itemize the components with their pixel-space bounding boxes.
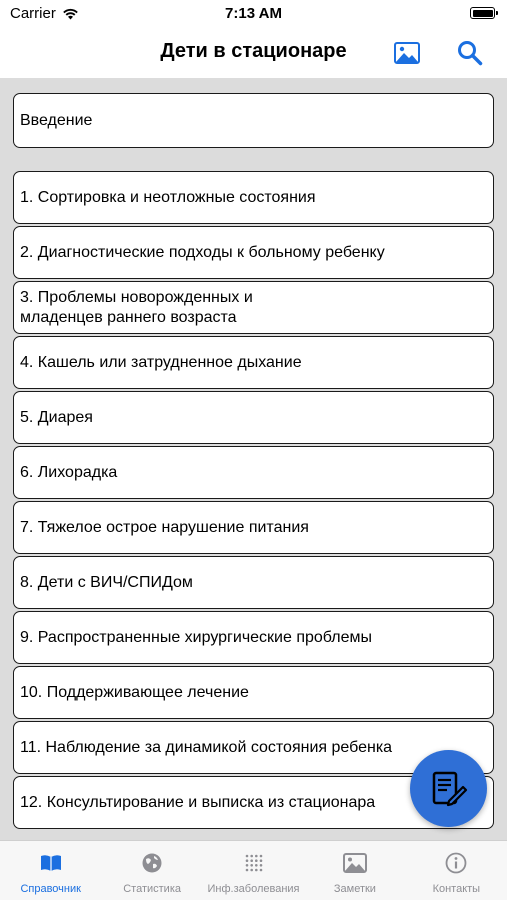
tab-label: Справочник — [20, 883, 81, 895]
list-item-chapter-10[interactable] — [13, 666, 494, 719]
list-item-label: 9. Распространенные хирургические проблемы — [20, 628, 372, 646]
tab-label: Контакты — [432, 883, 481, 895]
tab-bar — [0, 840, 507, 900]
globe-icon — [140, 851, 164, 875]
list-item-chapter-4[interactable] — [13, 336, 494, 389]
list-item-chapter-3[interactable] — [13, 281, 494, 334]
battery-icon — [470, 7, 495, 19]
tab-notes[interactable] — [304, 841, 405, 900]
status-bar — [0, 0, 507, 28]
tab-statistics[interactable] — [101, 841, 202, 900]
list-item-label: 5. Диарея — [20, 408, 93, 426]
list-item-chapter-6[interactable] — [13, 446, 494, 499]
tab-infectious-diseases[interactable] — [203, 841, 304, 900]
notes-fab-button[interactable] — [410, 750, 487, 827]
list-item-label: 4. Кашель или затрудненное дыхание — [20, 353, 302, 371]
tab-label: Инф.заболевания — [207, 883, 300, 895]
list-item-chapter-5[interactable] — [13, 391, 494, 444]
list-item-label: 11. Наблюдение за динамикой состояния ребенка — [20, 738, 393, 756]
photo-icon — [343, 851, 367, 875]
search-button[interactable] — [455, 38, 485, 68]
list-item-chapter-2[interactable] — [13, 226, 494, 279]
list-item-chapter-8[interactable] — [13, 556, 494, 609]
tab-label: Заметки — [333, 883, 376, 895]
navigation-bar — [0, 28, 507, 78]
dots-grid-icon — [242, 851, 266, 875]
list-item-label: 1. Сортировка и неотложные состояния — [20, 188, 316, 206]
carrier-label: Carrier — [10, 5, 56, 22]
info-icon — [444, 851, 468, 875]
list-item-chapter-1[interactable] — [13, 171, 494, 224]
photo-icon — [394, 42, 420, 64]
list-item-label: 10. Поддерживающее лечение — [20, 683, 249, 701]
tab-label: Статистика — [123, 883, 181, 895]
list-item-label: Введение — [20, 111, 93, 129]
list-item-label: 6. Лихорадка — [20, 463, 118, 481]
status-time: 7:13 AM — [225, 5, 282, 22]
list-item-introduction[interactable] — [13, 93, 494, 148]
search-icon — [457, 40, 483, 66]
list-item-label: 2. Диагностические подходы к больному ребенку — [20, 243, 385, 261]
list-item-chapter-9[interactable] — [13, 611, 494, 664]
tab-contacts[interactable] — [406, 841, 507, 900]
list-item-label: 8. Дети с ВИЧ/СПИДом — [20, 573, 193, 591]
book-icon — [39, 851, 63, 875]
list-item-label: 3. Проблемы новорожденных и младенцев раннего возраста — [20, 288, 253, 326]
gallery-button[interactable] — [392, 38, 422, 68]
list-item-label: 12. Консультирование и выписка из стационара — [20, 793, 376, 811]
chapter-list — [0, 78, 507, 840]
list-item-chapter-7[interactable] — [13, 501, 494, 554]
list-item-label: 7. Тяжелое острое нарушение питания — [20, 518, 309, 536]
page-title: Дети в стационаре — [160, 40, 347, 62]
edit-note-icon — [428, 768, 470, 810]
tab-reference[interactable] — [0, 841, 101, 900]
